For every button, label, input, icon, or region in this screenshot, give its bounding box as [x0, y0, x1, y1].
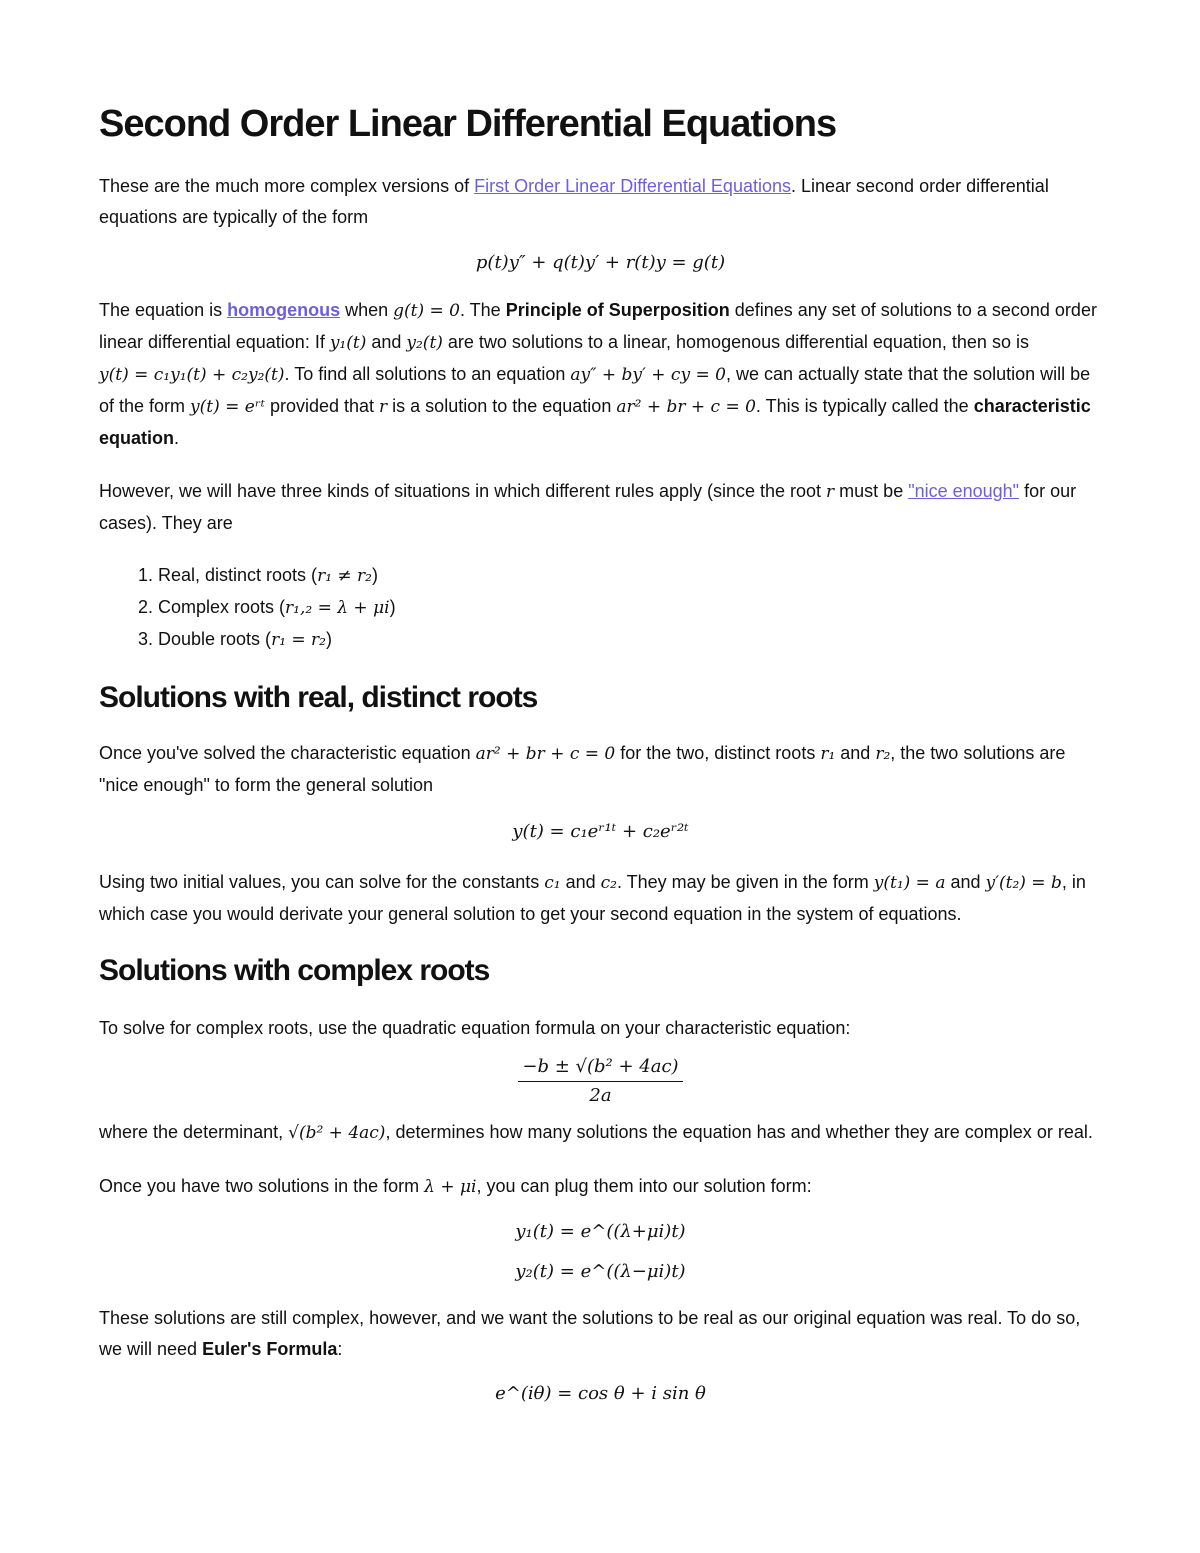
characteristic-equation-term: characteristic equation	[99, 396, 1091, 448]
section-heading-real-roots: Solutions with real, distinct roots	[99, 681, 538, 714]
complex-solution-1: y₁(t) = e^((λ+μi)t)	[515, 1221, 686, 1242]
complex-solution-2: y₂(t) = e^((λ−μi)t)	[515, 1261, 686, 1282]
initial-values-paragraph: Using two initial values, you can solve for the constants c₁ and c₂. They may be given in the form y(t₁) = a and y′(t₂) = b, in which case you would derivate your general solution to get your second equation in the system of equations.	[99, 872, 1086, 924]
math-inline: y₁(t)	[329, 333, 367, 353]
math-inline: y(t) = c₁y₁(t) + c₂y₂(t)	[99, 365, 285, 385]
math-inline: r₁ = r₂	[271, 630, 326, 650]
math-inline: √(b² + 4ac)	[288, 1123, 386, 1143]
list-item: 2. Complex roots (r₁,₂ = λ + μi)	[158, 592, 1102, 624]
list-item: 1. Real, distinct roots (r₁ ≠ r₂)	[158, 560, 1102, 592]
math-inline: ay″ + by′ + cy = 0	[570, 365, 726, 385]
math-inline: r₁,₂ = λ + μi	[285, 598, 390, 618]
euler-formula-term: Euler's Formula	[202, 1339, 338, 1359]
math-inline: r₁ ≠ r₂	[317, 566, 372, 586]
general-solution-equation: y(t) = c₁eʳ¹ᵗ + c₂eʳ²ᵗ	[512, 821, 689, 842]
euler-formula-equation: e^(iθ) = cos θ + i sin θ	[495, 1383, 706, 1404]
math-inline: r	[379, 397, 388, 417]
real-roots-paragraph: Once you've solved the characteristic equation ar² + br + c = 0 for the two, distinct roots r₁ and r₂, the two solutions are "nice enough" to form the general solution	[99, 743, 1066, 795]
superposition-term: Principle of Superposition	[505, 300, 730, 320]
fraction	[518, 1056, 682, 1107]
page-title: Second Order Linear Differential Equations	[99, 103, 837, 145]
math-inline: c₂	[600, 873, 617, 893]
math-inline: r₂	[875, 744, 891, 764]
fraction-numerator: −b ± √(b² + 4ac)	[518, 1056, 682, 1082]
solution-form-paragraph: Once you have two solutions in the form λ + μi, you can plug them into our solution form:	[99, 1176, 812, 1197]
general-equation: p(t)y″ + q(t)y′ + r(t)y = g(t)	[475, 252, 726, 273]
cases-intro-paragraph: However, we will have three kinds of situations in which different rules apply (since the root r must be "nice enough" for our cases). They are	[99, 481, 1077, 533]
list-item: 3. Double roots (r₁ = r₂)	[158, 624, 1102, 656]
math-inline: y(t) = eʳᵗ	[190, 397, 265, 417]
math-inline: λ + μi	[424, 1177, 477, 1197]
math-inline: g(t) = 0	[393, 301, 460, 321]
math-inline: r	[826, 482, 835, 502]
section-heading-complex-roots: Solutions with complex roots	[99, 954, 490, 987]
complex-roots-paragraph: To solve for complex roots, use the quadratic equation formula on your characteristic equation:	[99, 1018, 851, 1038]
math-inline: ar² + br + c = 0	[616, 397, 756, 417]
nice-enough-link[interactable]: "nice enough"	[908, 481, 1020, 501]
euler-intro-paragraph: These solutions are still complex, however, and we want the solutions to be real as our original equation was real. To do so, we will need Euler's Formula:	[99, 1308, 1081, 1359]
math-inline: y′(t₂) = b	[985, 873, 1062, 893]
cases-list	[99, 560, 1102, 656]
intro-paragraph: These are the much more complex versions of First Order Linear Differential Equations. Linear second order differential equations are typically of the form	[99, 176, 1049, 227]
first-order-link[interactable]: First Order Linear Differential Equations	[474, 176, 791, 196]
quadratic-formula	[99, 1056, 1102, 1107]
fraction-denominator: 2a	[589, 1085, 612, 1106]
math-inline: y₂(t)	[406, 333, 443, 353]
math-inline: y(t₁) = a	[873, 873, 946, 893]
homogenous-link[interactable]: homogenous	[227, 300, 341, 320]
math-inline: c₁	[544, 873, 561, 893]
superposition-paragraph: The equation is homogenous when g(t) = 0. The Principle of Superposition defines any set of solutions to a second order linear differential equation: If y₁(t) and y₂(t) are two solutions to a linear, homogenous differential equation, then so is y(t) = c₁y₁(t) + c₂y₂(t). To find all solutions to an equation ay″ + by′ + cy = 0, we can actually state that the solution will be of the form y(t) = eʳᵗ provided that r is a solution to the equation ar² + br + c = 0. This is typically called the characteristic equation.	[99, 300, 1097, 448]
math-inline: ar² + br + c = 0	[475, 744, 616, 764]
determinant-paragraph: where the determinant, √(b² + 4ac), determines how many solutions the equation has and whether they are complex or real.	[99, 1122, 1093, 1143]
math-inline: r₁	[820, 744, 836, 764]
